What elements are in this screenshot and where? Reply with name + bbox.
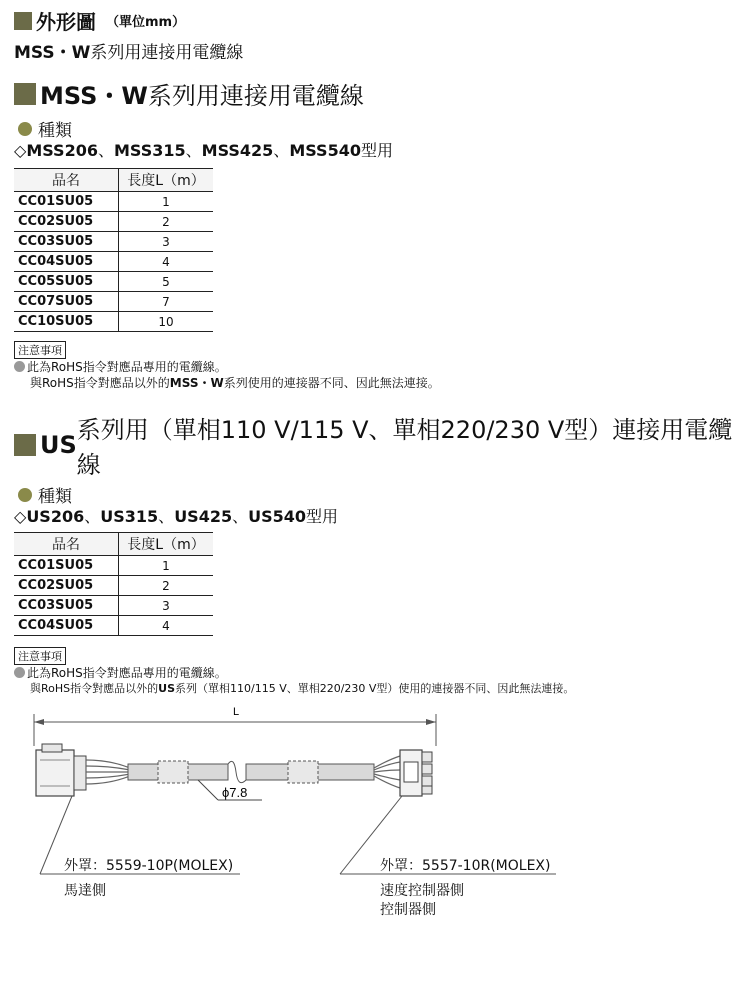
section2-square-icon	[14, 434, 36, 456]
table-row: CC01SU05 1	[14, 556, 213, 576]
left-housing-label: 外罩：5559-10P(MOLEX)	[64, 858, 234, 874]
note-dot-icon	[14, 667, 25, 678]
header-square-icon	[14, 12, 32, 30]
note-line-2: 與RoHS指令對應品以外的US系列（單相110/115 V、單相220/230 V型）使用的連接器不同、因此無法連接。	[30, 682, 575, 695]
right-connector	[400, 750, 432, 796]
diameter-label: ϕ7.8	[222, 785, 248, 800]
table-header-row	[14, 533, 213, 556]
table-row: CC01SU05 1	[14, 192, 213, 212]
note-label: 注意事項	[14, 647, 66, 665]
right-side-label-2: 控制器側	[380, 902, 436, 918]
cable-diagram	[0, 700, 755, 930]
note-line-1: 此為RoHS指令對應品專用的電纜線。	[14, 359, 440, 375]
section1-square-icon	[14, 83, 36, 105]
section2-models: ◇US206、US315、US425、US540型用	[14, 507, 339, 526]
page-header	[14, 6, 185, 35]
col-header-name: 品名	[14, 169, 119, 192]
left-side-label: 馬達側	[64, 883, 106, 899]
cable-body	[128, 758, 374, 786]
page-subtitle: MSS・W系列用連接用電纜線	[14, 43, 244, 63]
page-title: 外形圖	[36, 10, 96, 34]
table-row: CC10SU05 10	[14, 312, 213, 332]
unit-label: （單位mm）	[106, 15, 186, 30]
col-header-name: 品名	[14, 533, 119, 556]
left-connector	[36, 744, 86, 796]
table-row: CC07SU05 7	[14, 292, 213, 312]
table-row: CC04SU05 4	[14, 252, 213, 272]
right-housing-label: 外罩：5557-10R(MOLEX)	[380, 858, 551, 874]
table-row: CC03SU05 3	[14, 596, 213, 616]
length-dimension	[34, 706, 436, 746]
table-row: CC02SU05 2	[14, 212, 213, 232]
section2-notes	[14, 645, 574, 697]
bullet-dot-icon	[18, 122, 32, 136]
left-wires	[86, 760, 130, 784]
table-row: CC02SU05 2	[14, 576, 213, 596]
length-label: L	[232, 706, 240, 718]
table-row: CC05SU05 5	[14, 272, 213, 292]
bullet-dot-icon	[18, 488, 32, 502]
table-row: CC04SU05 4	[14, 616, 213, 636]
table-row: CC03SU05 3	[14, 232, 213, 252]
section1-notes	[14, 339, 440, 391]
diamond-icon: ◇	[14, 507, 27, 526]
table-header-row	[14, 169, 213, 192]
section1-types: 種類	[18, 116, 72, 141]
section1-title: MSS・W 系列用連接用電纜線	[14, 76, 364, 111]
note-line-1: 此為RoHS指令對應品專用的電纜線。	[14, 665, 574, 681]
diameter-callout	[198, 780, 262, 800]
section2-table	[14, 532, 213, 636]
note-label: 注意事項	[14, 341, 66, 359]
section2-types: 種類	[18, 482, 72, 507]
col-header-length: 長度L（m）	[119, 533, 214, 556]
section1-models: ◇MSS206、MSS315、MSS425、MSS540型用	[14, 141, 393, 160]
right-side-label-1: 速度控制器側	[380, 883, 464, 899]
diamond-icon: ◇	[14, 141, 27, 160]
section2-title: US 系列用（單相110 V/115 V、單相220/230 V型）連接用電纜線	[14, 410, 755, 480]
section1-table	[14, 168, 213, 332]
col-header-length: 長度L（m）	[119, 169, 214, 192]
right-wires	[374, 756, 400, 788]
note-dot-icon	[14, 361, 25, 372]
note-line-2: 與RoHS指令對應品以外的MSS・W系列使用的連接器不同、因此無法連接。	[30, 376, 440, 390]
